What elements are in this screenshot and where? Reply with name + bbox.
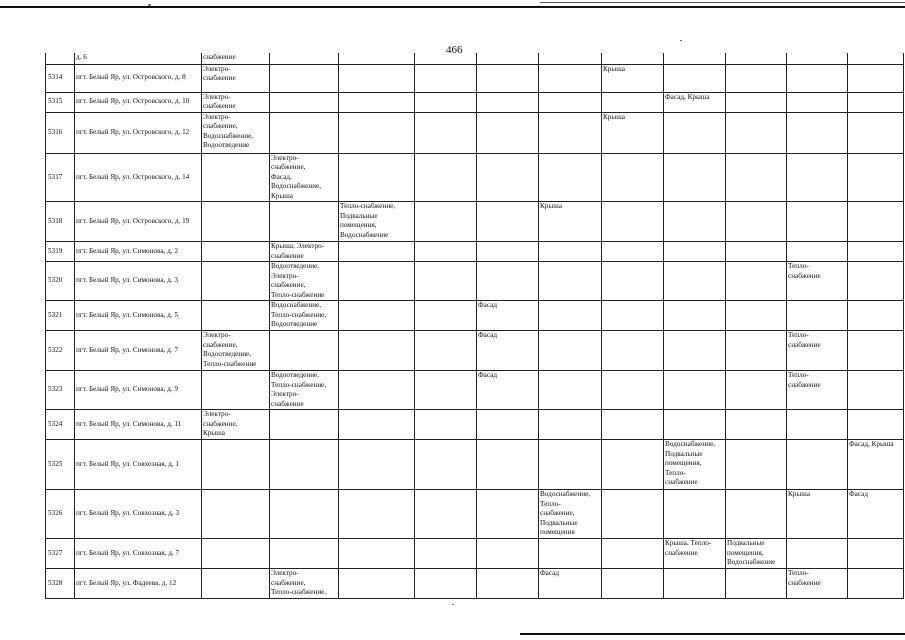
work-cell [202,262,270,301]
work-cell [602,490,664,539]
work-cell [477,410,539,440]
work-cell [664,53,726,64]
work-cell [726,569,787,599]
work-cell: Тепло-снабжение, Подвальные помещения, Водоснабжение [339,202,415,242]
work-cell [602,331,664,371]
work-cell [539,112,602,153]
bottom-rule [520,633,905,635]
work-cell [664,112,726,153]
work-cell: Фасад [477,331,539,371]
table-row [46,371,904,410]
work-cell [726,262,787,301]
row-number-cell: 5317 [46,153,75,202]
work-cell [202,371,270,410]
work-cell [415,262,477,301]
work-cell [415,153,477,202]
work-cell: Фасад [477,371,539,410]
table-row [46,301,904,331]
row-number-cell: 5328 [46,569,75,599]
work-cell [477,569,539,599]
work-cell [415,202,477,242]
address-cell: пгт. Белый Яр, ул. Совхозная, д. 3 [75,490,202,539]
work-cell [848,92,904,112]
work-cell [415,539,477,569]
work-cell [664,262,726,301]
work-cell [602,92,664,112]
work-cell: Крыша, Тепло- снабжение [664,539,726,569]
work-cell: Электро- снабжение, Водоснабжение, Водоотведение [202,112,270,153]
address-cell: пгт. Белый Яр, ул. Симонова, д. 2 [75,242,202,262]
work-cell [664,569,726,599]
work-cell [602,410,664,440]
work-cell [539,153,602,202]
work-cell: Электро- снабжение, Фасад, Водоснабжение, Крыша [270,153,339,202]
work-cell: Тепло- снабжение [787,262,848,301]
work-cell [539,539,602,569]
work-cell: Крыша [787,490,848,539]
work-cell [539,53,602,64]
work-cell [602,262,664,301]
work-cell [477,64,539,92]
work-cell [339,331,415,371]
work-cell [539,331,602,371]
work-cell [339,53,415,64]
work-cell [477,440,539,490]
address-cell: пгт. Белый Яр, ул. Фадеева, д. 12 [75,569,202,599]
work-cell [339,242,415,262]
work-cell [270,410,339,440]
table-row [46,490,904,539]
table-row [46,92,904,112]
work-cell: Крыша, Электро- снабжение [270,242,339,262]
work-cell [848,371,904,410]
work-cell [787,53,848,64]
work-cell [602,242,664,262]
work-cell [539,371,602,410]
works-table [45,53,904,599]
work-cell: Электро- снабжение, Крыша [202,410,270,440]
work-cell [270,53,339,64]
work-cell [664,371,726,410]
work-cell [726,331,787,371]
work-cell [477,490,539,539]
work-cell: Крыша [602,112,664,153]
work-cell [726,53,787,64]
work-cell [726,202,787,242]
table-row [46,202,904,242]
work-cell [477,92,539,112]
address-cell: пгт. Белый Яр, ул. Островского, д. 12 [75,112,202,153]
row-number-cell: 5324 [46,410,75,440]
work-cell [848,112,904,153]
work-cell [539,262,602,301]
work-cell: Крыша [539,202,602,242]
work-cell [477,112,539,153]
work-cell: Тепло- снабжение [787,569,848,599]
table-row [46,64,904,92]
work-cell [602,202,664,242]
address-cell: пгт. Белый Яр, ул. Совхозная, д. 7 [75,539,202,569]
work-cell [415,112,477,153]
work-cell [270,112,339,153]
work-cell [848,242,904,262]
work-cell [539,242,602,262]
work-cell [415,440,477,490]
work-cell [787,440,848,490]
row-number-cell: 5327 [46,539,75,569]
address-cell: пгт. Белый Яр, ул. Симонова, д. 9 [75,371,202,410]
work-cell [415,64,477,92]
address-cell: пгт. Белый Яр, ул. Островского, д. 8 [75,64,202,92]
work-cell: Электро- снабжение, Тепло-снабжение, [270,569,339,599]
work-cell: Тепло- снабжение [787,331,848,371]
work-cell [726,92,787,112]
work-cell [270,331,339,371]
work-cell [848,539,904,569]
page-number: 466 [446,44,463,56]
work-cell [848,202,904,242]
work-cell [726,410,787,440]
table-row [46,539,904,569]
address-cell: пгт. Белый Яр, ул. Островского, д. 14 [75,153,202,202]
work-cell [415,331,477,371]
work-cell [664,301,726,331]
work-cell [787,202,848,242]
work-cell [726,64,787,92]
work-cell [202,440,270,490]
work-cell [664,202,726,242]
work-cell [726,371,787,410]
work-cell: Электро- снабжение, Водоотведение, Тепло-снабжение [202,331,270,371]
work-cell [539,440,602,490]
work-cell [787,410,848,440]
work-cell [477,153,539,202]
table-row [46,242,904,262]
work-cell [339,153,415,202]
work-cell [415,410,477,440]
work-cell: Водоотведение, Электро- снабжение, Тепло-снабжение [270,262,339,301]
work-cell [602,569,664,599]
work-cell [339,64,415,92]
work-cell [202,202,270,242]
work-cell [202,153,270,202]
work-cell [726,242,787,262]
work-cell [726,153,787,202]
work-cell [726,112,787,153]
work-cell: Водоснабжение, Тепло- снабжение, Подвальные помещения [539,490,602,539]
work-cell [339,301,415,331]
work-cell [664,153,726,202]
top-rule [0,6,905,8]
row-number-cell: 5320 [46,262,75,301]
work-cell: снабжение [202,53,270,64]
work-cell [787,153,848,202]
work-cell: Крыша [602,64,664,92]
work-cell [602,371,664,410]
work-cell [270,539,339,569]
work-cell [726,301,787,331]
work-cell [339,490,415,539]
work-cell [415,371,477,410]
work-cell [848,262,904,301]
top-rule-right [540,2,905,3]
address-cell: пгт. Белый Яр, ул. Симонова, д. 7 [75,331,202,371]
work-cell: Электро- снабжение [202,92,270,112]
row-number-cell: 5323 [46,371,75,410]
work-cell [848,410,904,440]
work-cell: Подвальные помещения, Водоснабжение [726,539,787,569]
work-cell: Тепло- снабжение [787,371,848,410]
table-row [46,440,904,490]
row-number-cell: 5326 [46,490,75,539]
work-cell: Водоотведение, Тепло-снабжение, Электро- снабжение [270,371,339,410]
table-row [46,410,904,440]
work-cell [202,539,270,569]
work-cell [339,569,415,599]
work-cell [270,490,339,539]
address-cell: д. 6 [75,53,202,64]
row-number-cell [46,53,75,64]
scan-speck [452,604,454,605]
table-row [46,331,904,371]
address-cell: пгт. Белый Яр, ул. Симонова, д. 11 [75,410,202,440]
row-number-cell: 5321 [46,301,75,331]
work-cell [415,490,477,539]
table-row [46,153,904,202]
continuation-row [46,53,904,64]
work-cell [539,410,602,440]
work-cell [602,301,664,331]
work-cell [270,202,339,242]
work-cell: Фасад, Крыша [848,440,904,490]
work-cell [339,262,415,301]
scan-speck [680,40,682,41]
work-cell [848,301,904,331]
work-cell [202,242,270,262]
work-cell [602,53,664,64]
work-cell [602,539,664,569]
work-cell [270,64,339,92]
work-cell: Фасад [477,301,539,331]
work-cell: Электро- снабжение [202,64,270,92]
work-cell [539,64,602,92]
work-cell [339,112,415,153]
row-number-cell: 5318 [46,202,75,242]
work-cell [415,53,477,64]
address-cell: пгт. Белый Яр, ул. Совхозная, д. 1 [75,440,202,490]
address-cell: пгт. Белый Яр, ул. Островского, д. 19 [75,202,202,242]
work-cell [477,539,539,569]
work-cell [787,301,848,331]
row-number-cell: 5322 [46,331,75,371]
work-cell [664,410,726,440]
work-cell [726,490,787,539]
table-row [46,112,904,153]
work-cell [415,92,477,112]
work-cell [415,569,477,599]
work-cell: Водоснабжение, Тепло-снабжение, Водоотведение [270,301,339,331]
address-cell: пгт. Белый Яр, ул. Симонова, д. 3 [75,262,202,301]
work-cell [848,569,904,599]
work-cell [787,92,848,112]
work-cell [415,242,477,262]
row-number-cell: 5325 [46,440,75,490]
work-cell [602,440,664,490]
work-cell [202,490,270,539]
work-cell: Фасад [848,490,904,539]
work-cell [202,569,270,599]
work-cell [477,262,539,301]
table-row [46,262,904,301]
work-cell [664,242,726,262]
work-cell [726,440,787,490]
row-number-cell: 5316 [46,112,75,153]
table-row [46,569,904,599]
work-cell: Фасад, Крыша [664,92,726,112]
work-cell [664,64,726,92]
work-cell [848,53,904,64]
work-cell [664,490,726,539]
work-cell [477,202,539,242]
work-cell [270,92,339,112]
work-cell [787,64,848,92]
work-cell [339,92,415,112]
work-cell [339,371,415,410]
work-cell [848,64,904,92]
work-cell: Водоснабжение, Подвальные помещения, Тепло- снабжение [664,440,726,490]
work-cell [339,539,415,569]
row-number-cell: 5315 [46,92,75,112]
work-cell [339,440,415,490]
work-cell [202,301,270,331]
work-cell [787,242,848,262]
work-cell [664,331,726,371]
work-cell [539,92,602,112]
work-cell: Фасад [539,569,602,599]
row-number-cell: 5319 [46,242,75,262]
work-cell [539,301,602,331]
work-cell [270,440,339,490]
work-cell [848,153,904,202]
work-cell [477,242,539,262]
work-cell [787,112,848,153]
row-number-cell: 5314 [46,64,75,92]
scan-speck [148,4,151,6]
work-cell [415,301,477,331]
table-body [46,53,904,599]
address-cell: пгт. Белый Яр, ул. Островского, д. 10 [75,92,202,112]
work-cell [787,539,848,569]
work-cell [848,331,904,371]
address-cell: пгт. Белый Яр, ул. Симонова, д. 5 [75,301,202,331]
work-cell [602,153,664,202]
work-cell [477,53,539,64]
work-cell [339,410,415,440]
